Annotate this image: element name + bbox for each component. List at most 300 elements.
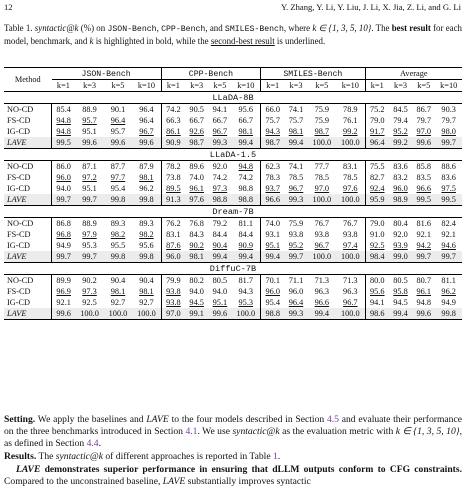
value-cell: 81.7 [238, 276, 254, 285]
running-authors: Y. Zhang, Y. Li, Y. Liu, J. Li, X. Jia, Z. Li, and G. Li [280, 2, 461, 12]
value-cell: 75.7 [288, 116, 304, 125]
value-cell: 94.0 [52, 183, 76, 194]
caption-text: , [156, 23, 162, 33]
value-cell: 90.1 [110, 105, 126, 114]
value-cell: 80.4 [393, 219, 408, 228]
value-cell: 90.4 [110, 276, 126, 285]
value-cell: 94.8 [416, 298, 432, 307]
finding-paragraph [4, 464, 462, 488]
value-cell: 94.3 [261, 126, 285, 137]
k-header: k=1 [52, 80, 76, 92]
value-cell: 95.1 [261, 240, 285, 251]
value-cell: 83.5 [416, 173, 432, 182]
value-cell: 66.7 [189, 116, 204, 125]
table-row [4, 286, 462, 297]
value-cell: 100.0 [308, 194, 336, 206]
value-cell: 75.5 [365, 161, 389, 173]
group-header-json: JSON-Bench [52, 68, 162, 80]
value-cell: 96.1 [189, 184, 204, 193]
caption-k: k [89, 35, 94, 46]
value-cell: 89.9 [52, 275, 76, 287]
value-cell: 84.5 [393, 105, 408, 114]
value-cell: 91.3 [161, 194, 185, 206]
value-cell: 99.2 [389, 137, 412, 149]
method-cell: IG-CD [7, 241, 31, 250]
value-cell: 99.5 [52, 137, 76, 149]
value-cell: 96.2 [441, 287, 456, 296]
results-table [4, 67, 462, 320]
setting-text: to the four models described in Section [168, 414, 327, 425]
value-cell: 88.9 [82, 105, 97, 114]
value-cell: 96.7 [139, 127, 154, 136]
value-cell: 79.7 [416, 116, 432, 125]
value-cell: 90.9 [161, 137, 185, 149]
value-cell: 97.0 [314, 184, 330, 193]
value-cell: 100.0 [336, 308, 365, 320]
value-cell: 99.5 [412, 194, 435, 206]
caption-text: , and [205, 23, 225, 33]
table-row [4, 115, 462, 126]
value-cell: 92.5 [82, 298, 97, 307]
method-cell: LAVE [4, 251, 52, 263]
value-cell: 92.4 [365, 183, 389, 194]
value-cell: 78.3 [261, 172, 285, 183]
k-header: k=3 [75, 80, 103, 92]
value-cell: 96.4 [110, 116, 126, 125]
value-cell: 100.0 [308, 251, 336, 263]
value-cell: 87.9 [139, 162, 154, 171]
value-cell: 97.5 [441, 184, 456, 193]
value-cell: 73.8 [161, 172, 185, 183]
table-row [4, 194, 462, 206]
value-cell: 94.1 [212, 105, 228, 114]
value-cell: 83.2 [393, 173, 408, 182]
value-cell: 99.7 [435, 251, 462, 263]
value-cell: 99.6 [132, 137, 161, 149]
value-cell: 97.2 [82, 173, 97, 182]
value-cell: 97.4 [343, 241, 358, 250]
value-cell: 99.0 [389, 251, 412, 263]
value-cell: 100.0 [336, 137, 365, 149]
value-cell: 95.2 [288, 241, 304, 250]
k-header: k=1 [161, 80, 185, 92]
value-cell: 98.9 [389, 194, 412, 206]
value-cell: 92.1 [441, 230, 456, 239]
value-cell: 100.0 [308, 137, 336, 149]
value-cell: 82.7 [365, 172, 389, 183]
caption-best: best result [391, 23, 431, 33]
value-cell: 99.6 [75, 137, 103, 149]
value-cell: 79.9 [161, 275, 185, 287]
value-cell: 94.9 [441, 298, 456, 307]
k-header: k=1 [365, 80, 389, 92]
value-cell: 99.6 [208, 308, 231, 320]
value-cell: 70.1 [261, 275, 285, 287]
value-cell: 83.1 [161, 229, 185, 240]
caption-text: is highlighted in bold, while the [93, 35, 211, 46]
value-cell: 98.6 [365, 308, 389, 320]
value-cell: 81.1 [238, 219, 254, 228]
value-cell: 71.1 [288, 276, 304, 285]
finding-lave: LAVE [16, 464, 41, 475]
value-cell: 100.0 [132, 308, 161, 320]
table-row [4, 240, 462, 251]
value-cell: 76.8 [189, 219, 204, 228]
value-cell: 74.0 [261, 218, 285, 230]
method-cell: NO-CD [7, 105, 34, 114]
value-cell: 77.7 [314, 162, 330, 171]
value-cell: 88.6 [441, 162, 456, 171]
value-cell: 88.9 [82, 219, 97, 228]
value-cell: 86.0 [52, 161, 76, 173]
value-cell: 99.7 [284, 251, 307, 263]
value-cell: 98.1 [185, 251, 208, 263]
value-cell: 99.8 [132, 251, 161, 263]
section-link[interactable]: 4.4 [86, 438, 99, 450]
value-cell: 98.1 [288, 127, 304, 136]
value-cell: 96.4 [139, 105, 154, 114]
value-cell: 85.4 [52, 104, 76, 116]
group-header-smiles: SMILES-Bench [261, 68, 366, 80]
value-cell: 94.8 [52, 115, 76, 126]
setting-paragraph [4, 414, 462, 451]
value-cell: 89.5 [161, 183, 185, 194]
value-cell: 99.6 [52, 308, 76, 320]
value-cell: 99.7 [52, 251, 76, 263]
value-cell: 98.8 [261, 308, 285, 320]
table-link[interactable]: 1 [272, 451, 278, 462]
value-cell: 95.1 [82, 127, 97, 136]
value-cell: 74.2 [212, 173, 228, 182]
value-cell: 93.8 [343, 230, 358, 239]
value-cell: 78.2 [161, 161, 185, 173]
table-row [4, 172, 462, 183]
caption-text: , where [283, 23, 313, 33]
value-cell: 94.5 [393, 298, 408, 307]
k-header: k=3 [185, 80, 208, 92]
method-cell: NO-CD [7, 162, 34, 171]
k-header: k=1 [261, 80, 285, 92]
value-cell: 98.8 [238, 184, 254, 193]
value-cell: 76.7 [314, 219, 330, 228]
method-cell: LAVE [4, 137, 52, 149]
value-cell: 97.6 [185, 194, 208, 206]
value-cell: 97.3 [212, 184, 228, 193]
value-cell: 96.7 [212, 127, 228, 136]
method-cell: LAVE [4, 194, 52, 206]
value-cell: 99.7 [52, 194, 76, 206]
value-cell: 92.0 [393, 230, 408, 239]
value-cell: 98.1 [139, 287, 154, 296]
value-cell: 98.7 [261, 137, 285, 149]
k-header: k=10 [435, 80, 462, 92]
value-cell: 82.4 [441, 219, 456, 228]
value-cell: 100.0 [336, 251, 365, 263]
value-cell: 97.9 [82, 230, 97, 239]
value-cell: 95.4 [110, 184, 126, 193]
caption-metric: syntactic@k [34, 23, 79, 33]
value-cell: 96.4 [288, 298, 304, 307]
table-row [4, 229, 462, 240]
value-cell: 94.2 [416, 241, 432, 250]
value-cell: 78.5 [288, 173, 304, 182]
value-cell: 80.7 [416, 276, 432, 285]
value-cell: 94.5 [189, 298, 204, 307]
section-link[interactable]: 4.5 [326, 414, 339, 425]
setting-metric: syntactic@k [232, 426, 280, 438]
value-cell: 75.9 [314, 105, 330, 114]
k-header: k=3 [284, 80, 307, 92]
setting-text: , as defined in Section [4, 426, 462, 450]
value-cell: 99.7 [75, 194, 103, 206]
value-cell: 74.1 [288, 162, 304, 171]
finding-text: Compared to the unconstrained baseline, [4, 476, 163, 488]
value-cell: 74.1 [288, 105, 304, 114]
finding-bold: demonstrates superior performance in ensuring that dLLM outputs conform to CFG constraints. [40, 464, 462, 475]
value-cell: 80.5 [212, 276, 228, 285]
value-cell: 98.7 [185, 137, 208, 149]
value-cell: 92.7 [110, 298, 126, 307]
value-cell: 97.7 [110, 173, 126, 182]
value-cell: 92.1 [52, 297, 76, 308]
model-section-header: LLaDA-8B [4, 92, 462, 104]
value-cell: 99.4 [261, 251, 285, 263]
caption-bench-smiles: SMILES-Bench [224, 25, 284, 34]
value-cell: 96.7 [288, 184, 304, 193]
value-cell: 98.2 [139, 230, 154, 239]
value-cell: 90.3 [441, 105, 456, 114]
value-cell: 75.9 [314, 116, 330, 125]
value-cell: 93.9 [393, 241, 408, 250]
value-cell: 95.7 [110, 127, 126, 136]
value-cell: 100.0 [104, 308, 132, 320]
value-cell: 92.0 [212, 162, 228, 171]
value-cell: 80.5 [393, 276, 408, 285]
value-cell: 100.0 [75, 308, 103, 320]
k-header: k=5 [412, 80, 435, 92]
value-cell: 79.4 [393, 116, 408, 125]
value-cell: 93.8 [288, 230, 304, 239]
setting-text: . We use [197, 426, 233, 438]
k-header: k=5 [208, 80, 231, 92]
setting-text: and evaluate their performance on the three benchmarks introduced in Section [4, 414, 462, 438]
caption-bench-cpp: CPP-Bench [161, 25, 206, 34]
value-cell: 83.1 [343, 162, 358, 171]
k-header: k=5 [104, 80, 132, 92]
group-header-cpp: CPP-Bench [161, 68, 260, 80]
value-cell: 92.7 [139, 298, 154, 307]
value-cell: 99.4 [284, 137, 307, 149]
caption-text: (%) on [78, 23, 108, 33]
value-cell: 79.2 [212, 219, 228, 228]
results-lead: Results. [4, 451, 37, 462]
value-cell: 81.6 [416, 219, 432, 228]
value-cell: 99.5 [435, 194, 462, 206]
value-cell: 96.3 [343, 287, 358, 296]
table-row [4, 218, 462, 230]
value-cell: 66.0 [261, 104, 285, 116]
value-cell: 95.5 [110, 241, 126, 250]
table-row [4, 251, 462, 263]
value-cell: 99.1 [185, 308, 208, 320]
value-cell: 93.1 [261, 229, 285, 240]
value-cell: 94.8 [238, 162, 254, 171]
value-cell: 98.4 [365, 251, 389, 263]
value-cell: 84.4 [212, 230, 228, 239]
value-cell: 78.5 [314, 173, 330, 182]
value-cell: 85.8 [416, 162, 432, 171]
value-cell: 95.3 [238, 298, 254, 307]
value-cell: 94.0 [212, 287, 228, 296]
method-cell: IG-CD [7, 184, 31, 193]
value-cell: 96.8 [52, 229, 76, 240]
value-cell: 86.8 [52, 218, 76, 230]
table-row [4, 104, 462, 116]
value-cell: 92.6 [189, 127, 204, 136]
value-cell: 99.4 [389, 308, 412, 320]
table-row [4, 126, 462, 137]
value-cell: 96.4 [365, 137, 389, 149]
value-cell: 96.6 [314, 298, 330, 307]
value-cell: 71.3 [314, 276, 330, 285]
page-number: 12 [4, 2, 13, 12]
value-cell: 74.0 [189, 173, 204, 182]
section-link[interactable]: 4.1 [185, 426, 198, 438]
caption-bench-json: JSON-Bench [107, 25, 157, 34]
method-header: Method [4, 68, 52, 92]
value-cell: 96.3 [314, 287, 330, 296]
value-cell: 99.4 [232, 251, 261, 263]
value-cell: 98.1 [139, 173, 154, 182]
setting-lave: LAVE [146, 414, 169, 425]
value-cell: 99.3 [208, 137, 231, 149]
value-cell: 94.0 [189, 287, 204, 296]
value-cell: 99.6 [412, 137, 435, 149]
value-cell: 98.8 [232, 194, 261, 206]
value-cell: 99.8 [435, 308, 462, 320]
value-cell: 94.1 [365, 297, 389, 308]
value-cell: 79.7 [441, 116, 456, 125]
value-cell: 96.0 [288, 287, 304, 296]
setting-lead: Setting. [4, 414, 36, 425]
value-cell: 95.1 [82, 184, 97, 193]
value-cell: 62.3 [261, 161, 285, 173]
value-cell: 84.3 [189, 230, 204, 239]
results-metric: syntactic@k [55, 451, 103, 462]
k-header: k=10 [336, 80, 365, 92]
value-cell: 98.1 [238, 127, 254, 136]
value-cell: 91.0 [365, 229, 389, 240]
value-cell: 99.7 [435, 137, 462, 149]
value-cell: 95.9 [365, 194, 389, 206]
value-cell: 95.2 [393, 127, 408, 136]
value-cell: 66.3 [161, 115, 185, 126]
value-cell: 99.2 [343, 127, 358, 136]
model-section-header: LLaDA-1.5 [4, 149, 462, 161]
value-cell: 93.8 [161, 297, 185, 308]
value-cell: 90.4 [139, 276, 154, 285]
table-row [4, 297, 462, 308]
value-cell: 94.3 [238, 287, 254, 296]
model-section-header: DiffuC-7B [4, 263, 462, 275]
value-cell: 75.7 [261, 115, 285, 126]
results-text: of different approaches is reported in Table [102, 451, 273, 462]
value-cell: 76.2 [161, 218, 185, 230]
table-row [4, 275, 462, 287]
value-cell: 74.2 [238, 173, 254, 182]
value-cell: 93.8 [161, 286, 185, 297]
value-cell: 95.8 [393, 287, 408, 296]
table-row [4, 183, 462, 194]
value-cell: 96.4 [139, 116, 154, 125]
value-cell: 89.6 [189, 162, 204, 171]
caption-prefix: Table 1. [4, 23, 33, 33]
setting-text: as the evaluation metric with [279, 426, 396, 438]
method-cell: NO-CD [7, 219, 34, 228]
value-cell: 90.4 [212, 241, 228, 250]
value-cell: 90.5 [189, 105, 204, 114]
value-cell: 76.1 [343, 116, 358, 125]
value-cell: 66.7 [212, 116, 228, 125]
value-cell: 96.0 [261, 286, 285, 297]
value-cell: 87.6 [161, 240, 185, 251]
method-cell: LAVE [4, 308, 52, 320]
value-cell: 95.6 [238, 105, 254, 114]
value-cell: 99.8 [104, 194, 132, 206]
caption-text: is underlined. [274, 35, 326, 46]
value-cell: 78.5 [343, 173, 358, 182]
value-cell: 66.7 [238, 116, 254, 125]
value-cell: 80.0 [365, 275, 389, 287]
results-text: The [36, 451, 56, 462]
value-cell: 94.9 [52, 240, 76, 251]
value-cell: 81.1 [441, 276, 456, 285]
value-cell: 99.8 [104, 251, 132, 263]
value-cell: 96.9 [52, 286, 76, 297]
value-cell: 97.0 [161, 308, 185, 320]
value-cell: 86.7 [416, 105, 432, 114]
value-cell: 92.5 [365, 240, 389, 251]
value-cell: 96.0 [52, 172, 76, 183]
method-cell: IG-CD [7, 298, 31, 307]
value-cell: 99.3 [284, 308, 307, 320]
value-cell: 99.3 [284, 194, 307, 206]
method-cell: FS-CD [7, 173, 31, 182]
k-header: k=5 [308, 80, 336, 92]
value-cell: 87.1 [82, 162, 97, 171]
value-cell: 91.7 [365, 126, 389, 137]
method-cell: FS-CD [7, 287, 31, 296]
value-cell: 99.4 [208, 251, 231, 263]
value-cell: 80.2 [189, 276, 204, 285]
value-cell: 96.7 [314, 241, 330, 250]
method-cell: IG-CD [7, 127, 31, 136]
value-cell: 96.2 [139, 184, 154, 193]
value-cell: 97.3 [82, 287, 97, 296]
table-row [4, 137, 462, 149]
finding-lave: LAVE [162, 476, 186, 488]
value-cell: 97.6 [343, 184, 358, 193]
table-row [4, 161, 462, 173]
value-cell: 98.8 [208, 194, 231, 206]
caption-kset: k ∈ {1, 3, 5, 10} [312, 23, 372, 33]
value-cell: 96.6 [261, 194, 285, 206]
table-row [4, 308, 462, 320]
value-cell: 78.9 [343, 105, 358, 114]
value-cell: 99.6 [412, 308, 435, 320]
setting-text: We apply the baselines and [35, 414, 147, 425]
value-cell: 90.2 [82, 276, 97, 285]
